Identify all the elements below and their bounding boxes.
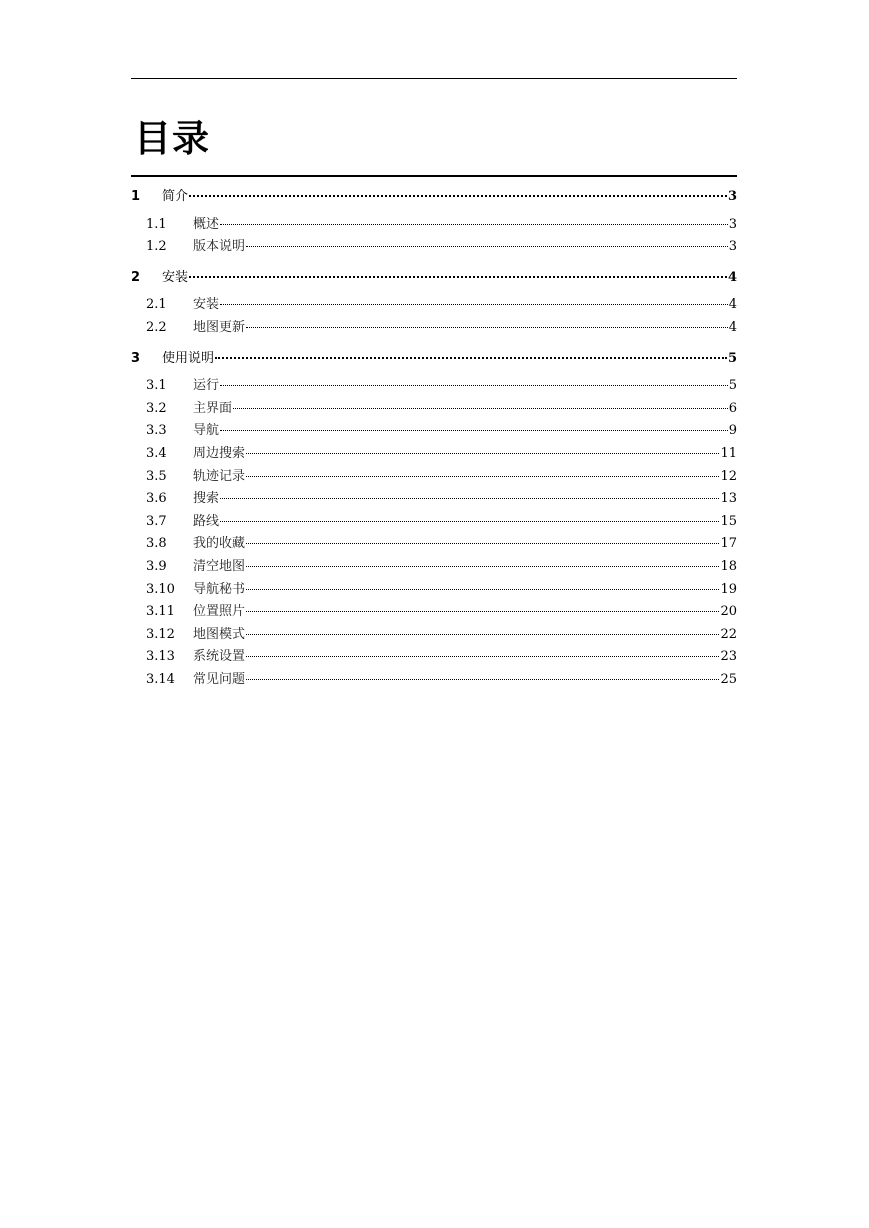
page-title: 目录: [134, 117, 210, 160]
toc-page-number: 25: [720, 671, 737, 687]
toc-section-entry[interactable]: [131, 466, 737, 489]
toc-section-entry[interactable]: [131, 646, 737, 669]
toc-entry-label: 我的收藏: [193, 536, 246, 552]
toc-entry-label: 导航: [193, 423, 220, 439]
toc-entry-number: 3: [131, 350, 141, 366]
toc-dot-leader: [246, 656, 719, 657]
toc-chapter-entry[interactable]: [131, 186, 737, 209]
toc-section-entry[interactable]: [131, 533, 737, 556]
toc-dot-leader: [220, 498, 719, 499]
toc-entry-label: 简介: [162, 189, 189, 204]
toc-section-entry[interactable]: [131, 488, 737, 511]
toc-page-number: 5: [727, 350, 737, 366]
toc-entry-number: 2.2: [146, 319, 167, 335]
toc-dot-leader: [220, 430, 728, 431]
toc-page-number: 13: [720, 491, 737, 507]
toc-page-number: 4: [728, 319, 737, 335]
toc-section-entry[interactable]: [131, 294, 737, 317]
title-rule: [131, 175, 737, 177]
toc-page-number: 17: [720, 536, 737, 552]
toc-entry-label: 周边搜索: [193, 445, 246, 461]
toc-entry-number: 2.1: [146, 297, 167, 313]
toc-entry-number: 1: [131, 189, 141, 204]
toc-entry-label: 运行: [193, 378, 220, 394]
toc-section-entry[interactable]: [131, 398, 737, 421]
toc-dot-leader: [246, 566, 719, 567]
toc-page-number: 3: [728, 239, 737, 255]
toc-dot-leader: [220, 521, 719, 522]
toc-chapter-entry[interactable]: [131, 267, 737, 290]
toc-entry-number: 3.8: [146, 536, 167, 552]
toc-entry-number: 3.5: [146, 468, 167, 484]
toc-entry-number: 3.12: [146, 626, 175, 642]
toc-page-number: 11: [720, 445, 737, 461]
toc-page-number: 22: [720, 626, 737, 642]
toc-page-number: 19: [720, 581, 737, 597]
toc-section-entry[interactable]: [131, 236, 737, 259]
toc-dot-leader: [220, 304, 728, 305]
toc-entry-number: 1.2: [146, 239, 167, 255]
toc-page-number: 12: [720, 468, 737, 484]
toc-dot-leader: [220, 385, 728, 386]
toc-entry-number: 3.7: [146, 513, 167, 529]
toc-dot-leader: [220, 224, 728, 225]
toc-entry-label: 清空地图: [193, 558, 246, 574]
toc-entry-label: 位置照片: [193, 604, 246, 620]
toc-dot-leader: [246, 476, 719, 477]
toc-entry-label: 概述: [193, 216, 220, 232]
toc-section-entry[interactable]: [131, 511, 737, 534]
toc-dot-leader: [215, 357, 727, 359]
toc-page-number: 23: [720, 649, 737, 665]
toc-entry-label: 常见问题: [193, 671, 246, 687]
toc-page-number: 5: [728, 378, 737, 394]
toc-entry-label: 版本说明: [193, 239, 246, 255]
table-of-contents: [131, 186, 737, 691]
toc-page-number: 20: [720, 604, 737, 620]
toc-section-entry[interactable]: [131, 317, 737, 340]
toc-entry-number: 3.3: [146, 423, 167, 439]
toc-entry-number: 3.11: [146, 604, 175, 620]
toc-entry-label: 安装: [193, 297, 220, 313]
toc-page-number: 15: [720, 513, 737, 529]
toc-page-number: 9: [728, 423, 737, 439]
toc-section-entry[interactable]: [131, 214, 737, 237]
toc-dot-leader: [246, 679, 719, 680]
toc-dot-leader: [246, 611, 719, 612]
toc-section-entry[interactable]: [131, 669, 737, 692]
toc-dot-leader: [189, 276, 727, 278]
toc-page-number: 4: [728, 297, 737, 313]
toc-entry-label: 路线: [193, 513, 220, 529]
toc-entry-label: 地图更新: [193, 319, 246, 335]
toc-entry-number: 3.1: [146, 378, 167, 394]
toc-section-entry[interactable]: [131, 556, 737, 579]
toc-entry-label: 搜索: [193, 491, 220, 507]
toc-section-entry[interactable]: [131, 601, 737, 624]
toc-entry-label: 主界面: [193, 400, 233, 416]
toc-entry-number: 1.1: [146, 216, 167, 232]
toc-entry-number: 3.13: [146, 649, 175, 665]
toc-page-number: 4: [727, 269, 737, 285]
toc-page-number: 6: [728, 400, 737, 416]
toc-page-number: 3: [727, 189, 737, 204]
toc-section-entry[interactable]: [131, 579, 737, 602]
toc-entry-number: 3.9: [146, 558, 167, 574]
toc-entry-label: 安装: [162, 269, 189, 285]
toc-dot-leader: [246, 543, 719, 544]
toc-entry-label: 系统设置: [193, 649, 246, 665]
toc-entry-number: 3.14: [146, 671, 175, 687]
toc-entry-number: 3.4: [146, 445, 167, 461]
toc-chapter-entry[interactable]: [131, 348, 737, 371]
toc-entry-label: 导航秘书: [193, 581, 246, 597]
toc-entry-number: 2: [131, 269, 141, 285]
toc-dot-leader: [246, 453, 719, 454]
toc-page-number: 18: [720, 558, 737, 574]
toc-dot-leader: [233, 408, 728, 409]
toc-entry-label: 使用说明: [162, 350, 215, 366]
toc-section-entry[interactable]: [131, 375, 737, 398]
toc-section-entry[interactable]: [131, 420, 737, 443]
toc-section-entry[interactable]: [131, 443, 737, 466]
toc-dot-leader: [246, 589, 719, 590]
toc-entry-number: 3.2: [146, 400, 167, 416]
toc-entry-number: 3.6: [146, 491, 167, 507]
toc-entry-label: 地图模式: [193, 626, 246, 642]
toc-dot-leader: [246, 246, 728, 247]
toc-dot-leader: [189, 195, 727, 197]
toc-entry-number: 3.10: [146, 581, 175, 597]
toc-page-number: 3: [728, 216, 737, 232]
toc-dot-leader: [246, 634, 719, 635]
toc-entry-label: 轨迹记录: [193, 468, 246, 484]
toc-section-entry[interactable]: [131, 624, 737, 647]
toc-dot-leader: [246, 327, 728, 328]
header-rule: [131, 78, 737, 79]
